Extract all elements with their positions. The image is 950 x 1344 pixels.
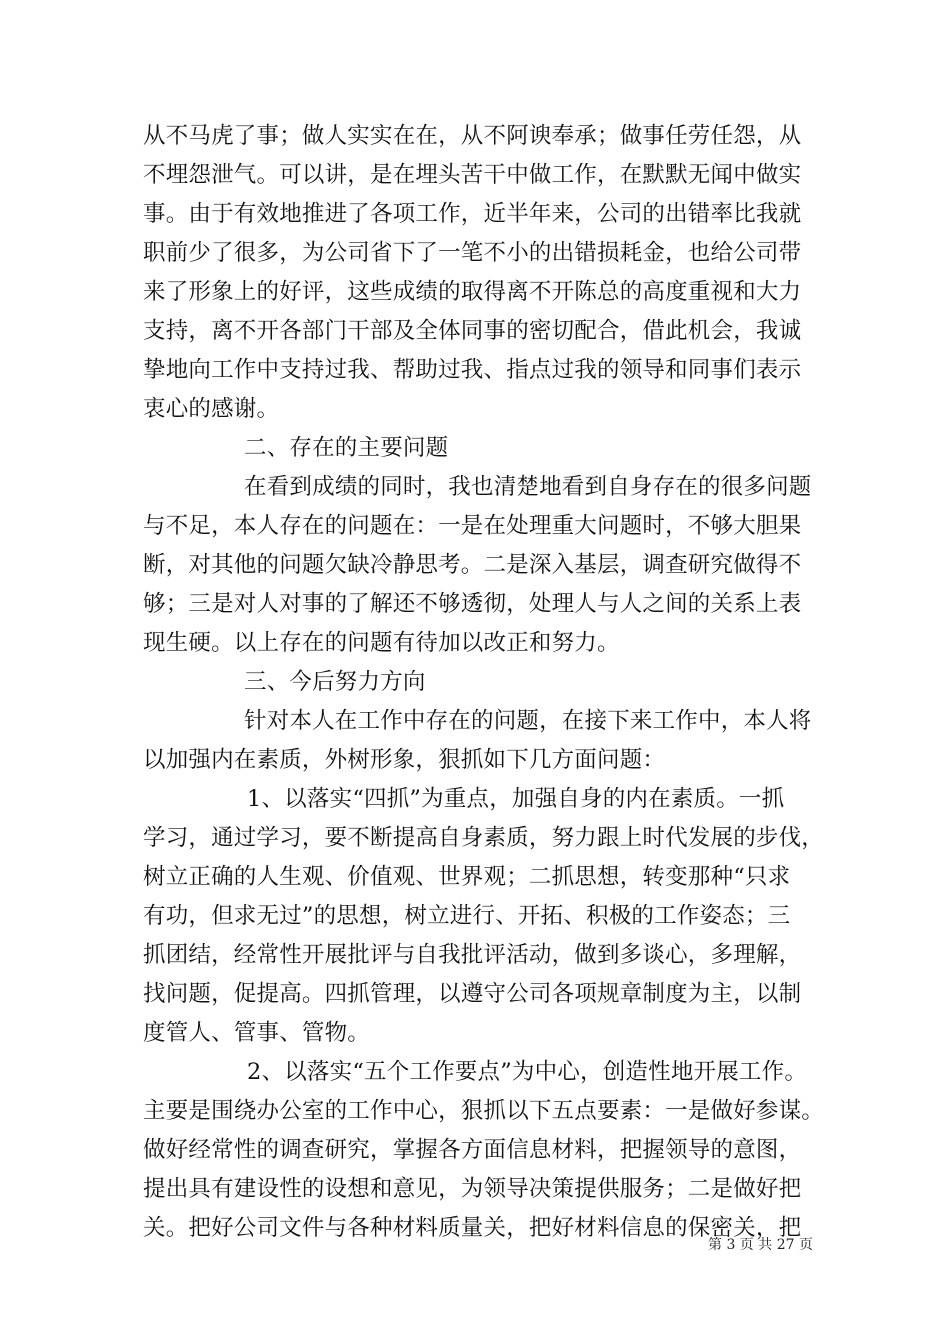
text-line: 树立正确的人生观、价值观、世界观；二抓思想，转变那种“只求	[143, 864, 791, 890]
text-line: 现生硬。以上存在的问题有待加以改正和努力。	[143, 630, 620, 656]
text-line: 提出具有建设性的设想和意见，为领导决策提供服务；二是做好把	[143, 1176, 802, 1202]
page-number: 第 3 页 共 27 页	[708, 1237, 813, 1253]
text-line: 支持，离不开各部门干部及全体同事的密切配合，借此机会，我诚	[143, 318, 802, 344]
text-line: 断，对其他的问题欠缺冷静思考。二是深入基层，调查研究做得不	[143, 552, 802, 578]
text-line: 度管人、管事、管物。	[143, 1020, 371, 1046]
text-line: 与不足，本人存在的问题在：一是在处理重大问题时，不够大胆果	[143, 513, 802, 539]
text-line: 职前少了很多，为公司省下了一笔不小的出错损耗金，也给公司带	[143, 240, 802, 266]
text-line: 不埋怨泄气。可以讲，是在埋头苦干中做工作，在默默无闻中做实	[143, 162, 802, 188]
text-line: 抓团结，经常性开展批评与自我批评活动，做到多谈心，多理解，	[143, 942, 802, 968]
text-line: 来了形象上的好评，这些成绩的取得离不开陈总的高度重视和大力	[143, 279, 802, 305]
text-line: 以加强内在素质，外树形象，狠抓如下几方面问题：	[143, 747, 666, 773]
section-heading: 三、今后努力方向	[244, 669, 426, 695]
paragraph-first-line: 在看到成绩的同时，我也清楚地看到自身存在的很多问题	[244, 474, 812, 500]
list-item-first-line: 1、以落实“四抓”为重点，加强自身的内在素质。一抓	[247, 786, 785, 812]
text-line: 挚地向工作中支持过我、帮助过我、指点过我的领导和同事们表示	[143, 357, 802, 383]
text-line: 学习，通过学习，要不断提高自身素质，努力跟上时代发展的步伐，	[143, 825, 825, 851]
paragraph-first-line: 针对本人在工作中存在的问题，在接下来工作中，本人将	[244, 708, 812, 734]
text-line: 主要是围绕办公室的工作中心，狠抓以下五点要素：一是做好参谋。	[143, 1098, 825, 1124]
text-line: 够；三是对人对事的了解还不够透彻，处理人与人之间的关系上表	[143, 591, 802, 617]
text-line: 做好经常性的调查研究，掌握各方面信息材料，把握领导的意图，	[143, 1137, 802, 1163]
text-line: 从不马虎了事；做人实实在在，从不阿谀奉承；做事任劳任怨，从	[143, 123, 802, 149]
text-line: 找问题，促提高。四抓管理，以遵守公司各项规章制度为主，以制	[143, 981, 802, 1007]
list-item-first-line: 2、以落实“五个工作要点”为中心，创造性地开展工作。	[247, 1059, 808, 1085]
text-line: 衷心的感谢。	[143, 396, 280, 422]
section-heading: 二、存在的主要问题	[244, 435, 449, 461]
text-line: 有功，但求无过”的思想，树立进行、开拓、积极的工作姿态；三	[143, 903, 791, 929]
text-line: 关。把好公司文件与各种材料质量关，把好材料信息的保密关，把	[143, 1215, 802, 1241]
text-line: 事。由于有效地推进了各项工作，近半年来，公司的出错率比我就	[143, 201, 802, 227]
